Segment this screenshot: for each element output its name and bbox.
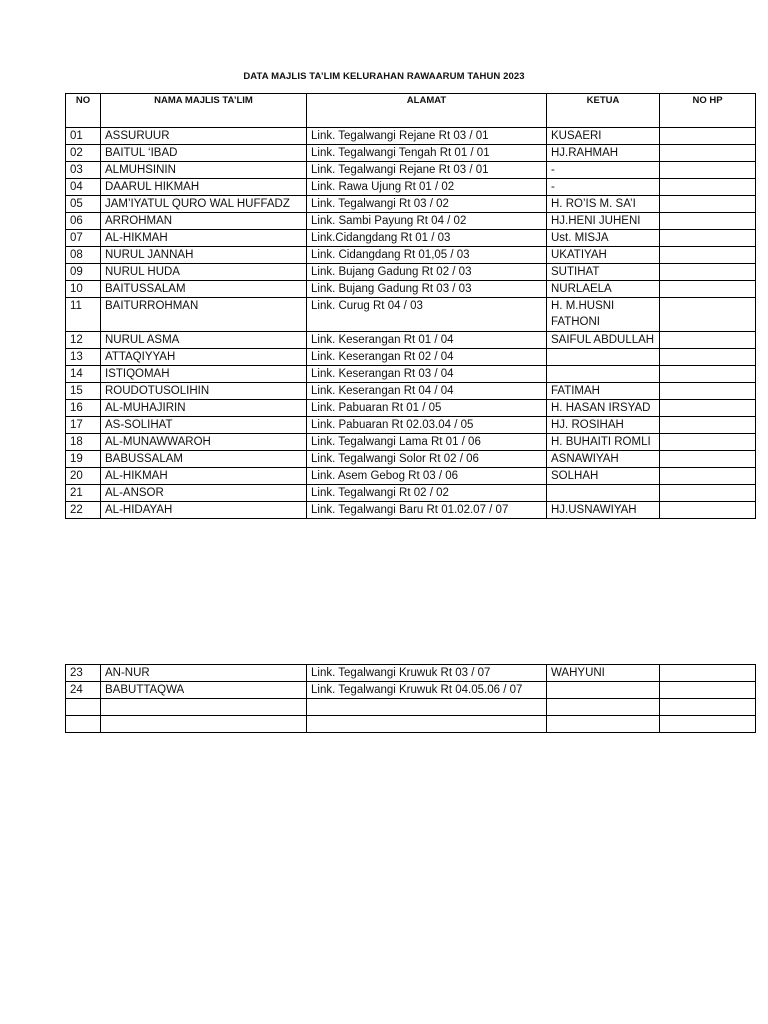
cell-nama: BAITUL ‘IBAD bbox=[101, 145, 307, 162]
cell-nama: AL-HIKMAH bbox=[101, 230, 307, 247]
cell-alamat: Link. Tegalwangi Rt 03 / 02 bbox=[307, 196, 547, 213]
cell-ketua: SAIFUL ABDULLAH bbox=[547, 332, 660, 349]
cell-alamat: Link. Rawa Ujung Rt 01 / 02 bbox=[307, 179, 547, 196]
cell-nohp bbox=[660, 468, 756, 485]
cell-no: 15 bbox=[66, 383, 101, 400]
cell-nohp bbox=[660, 196, 756, 213]
cell-ketua bbox=[547, 366, 660, 383]
cell-nama bbox=[101, 716, 307, 733]
cell-nama: ALMUHSININ bbox=[101, 162, 307, 179]
cell-ketua: HJ.RAHMAH bbox=[547, 145, 660, 162]
cell-alamat: Link. Sambi Payung Rt 04 / 02 bbox=[307, 213, 547, 230]
cell-no: 18 bbox=[66, 434, 101, 451]
cell-nama: ROUDOTUSOLIHIN bbox=[101, 383, 307, 400]
cell-nohp bbox=[660, 417, 756, 434]
cell-ketua bbox=[547, 716, 660, 733]
cell-alamat: Link. Keserangan Rt 02 / 04 bbox=[307, 349, 547, 366]
table-header-row bbox=[66, 94, 756, 128]
cell-nohp bbox=[660, 298, 756, 332]
cell-alamat: Link. Pabuaran Rt 02.03.04 / 05 bbox=[307, 417, 547, 434]
cell-alamat: Link.Cidangdang Rt 01 / 03 bbox=[307, 230, 547, 247]
cell-nohp bbox=[660, 434, 756, 451]
cell-ketua: ASNAWIYAH bbox=[547, 451, 660, 468]
cell-alamat: Link. Asem Gebog Rt 03 / 06 bbox=[307, 468, 547, 485]
table-row bbox=[66, 332, 756, 349]
cell-nohp bbox=[660, 264, 756, 281]
cell-ketua bbox=[547, 699, 660, 716]
table-body-part2 bbox=[66, 665, 756, 733]
cell-alamat: Link. Keserangan Rt 03 / 04 bbox=[307, 366, 547, 383]
cell-alamat: Link. Bujang Gadung Rt 03 / 03 bbox=[307, 281, 547, 298]
header-nohp: NO HP bbox=[660, 94, 756, 128]
cell-nohp bbox=[660, 699, 756, 716]
cell-nama: AL-MUHAJIRIN bbox=[101, 400, 307, 417]
table-row bbox=[66, 298, 756, 332]
cell-nama: ASSURUUR bbox=[101, 128, 307, 145]
cell-ketua: WAHYUNI bbox=[547, 665, 660, 682]
document-title: DATA MAJLIS TA’LIM KELURAHAN RAWAARUM TAHUN 2023 bbox=[243, 71, 525, 82]
table-row bbox=[66, 162, 756, 179]
table-row bbox=[66, 230, 756, 247]
cell-ketua: HJ.HENI JUHENI bbox=[547, 213, 660, 230]
cell-nama: AL-MUNAWWAROH bbox=[101, 434, 307, 451]
cell-nohp bbox=[660, 349, 756, 366]
cell-no: 22 bbox=[66, 502, 101, 519]
cell-alamat: Link. Cidangdang Rt 01,05 / 03 bbox=[307, 247, 547, 264]
cell-alamat: Link. Pabuaran Rt 01 / 05 bbox=[307, 400, 547, 417]
cell-alamat bbox=[307, 699, 547, 716]
cell-nama: JAM’IYATUL QURO WAL HUFFADZ bbox=[101, 196, 307, 213]
cell-nohp bbox=[660, 451, 756, 468]
table-row bbox=[66, 264, 756, 281]
table-row bbox=[66, 434, 756, 451]
cell-nohp bbox=[660, 665, 756, 682]
header-no: NO bbox=[66, 94, 101, 128]
header-ketua: KETUA bbox=[547, 94, 660, 128]
cell-no: 06 bbox=[66, 213, 101, 230]
cell-nama: DAARUL HIKMAH bbox=[101, 179, 307, 196]
table-row bbox=[66, 716, 756, 733]
cell-no bbox=[66, 699, 101, 716]
cell-ketua: H. M.HUSNI FATHONI bbox=[547, 298, 660, 332]
cell-nama bbox=[101, 699, 307, 716]
cell-no: 09 bbox=[66, 264, 101, 281]
cell-nama: ARROHMAN bbox=[101, 213, 307, 230]
cell-ketua: HJ.USNAWIYAH bbox=[547, 502, 660, 519]
cell-nama: BABUTTAQWA bbox=[101, 682, 307, 699]
cell-alamat: Link. Tegalwangi Solor Rt 02 / 06 bbox=[307, 451, 547, 468]
cell-no: 07 bbox=[66, 230, 101, 247]
cell-nama: AN-NUR bbox=[101, 665, 307, 682]
table-row bbox=[66, 383, 756, 400]
table-row bbox=[66, 451, 756, 468]
cell-ketua: FATIMAH bbox=[547, 383, 660, 400]
cell-no: 12 bbox=[66, 332, 101, 349]
cell-no: 03 bbox=[66, 162, 101, 179]
cell-no: 05 bbox=[66, 196, 101, 213]
cell-alamat: Link. Tegalwangi Kruwuk Rt 04.05.06 / 07 bbox=[307, 682, 547, 699]
cell-nohp bbox=[660, 230, 756, 247]
cell-ketua: - bbox=[547, 162, 660, 179]
cell-nama: ISTIQOMAH bbox=[101, 366, 307, 383]
cell-alamat: Link. Tegalwangi Kruwuk Rt 03 / 07 bbox=[307, 665, 547, 682]
cell-no bbox=[66, 716, 101, 733]
cell-alamat bbox=[307, 716, 547, 733]
table-row bbox=[66, 699, 756, 716]
cell-nama: BABUSSALAM bbox=[101, 451, 307, 468]
cell-nohp bbox=[660, 128, 756, 145]
cell-no: 24 bbox=[66, 682, 101, 699]
cell-ketua: H. HASAN IRSYAD bbox=[547, 400, 660, 417]
table-row bbox=[66, 468, 756, 485]
cell-nohp bbox=[660, 400, 756, 417]
cell-nohp bbox=[660, 502, 756, 519]
cell-ketua: Ust. MISJA bbox=[547, 230, 660, 247]
cell-no: 04 bbox=[66, 179, 101, 196]
cell-ketua: HJ. ROSIHAH bbox=[547, 417, 660, 434]
cell-ketua bbox=[547, 682, 660, 699]
cell-ketua: H. RO’IS M. SA’I bbox=[547, 196, 660, 213]
table-row bbox=[66, 665, 756, 682]
header-nama: NAMA MAJLIS TA’LIM bbox=[101, 94, 307, 128]
table-row bbox=[66, 400, 756, 417]
table-row bbox=[66, 213, 756, 230]
cell-no: 20 bbox=[66, 468, 101, 485]
cell-nohp bbox=[660, 366, 756, 383]
cell-alamat: Link. Tegalwangi Baru Rt 01.02.07 / 07 bbox=[307, 502, 547, 519]
cell-nohp bbox=[660, 383, 756, 400]
cell-nama: AL-ANSOR bbox=[101, 485, 307, 502]
table-row bbox=[66, 179, 756, 196]
table-row bbox=[66, 145, 756, 162]
cell-nama: AL-HIDAYAH bbox=[101, 502, 307, 519]
cell-no: 10 bbox=[66, 281, 101, 298]
cell-no: 01 bbox=[66, 128, 101, 145]
table-row bbox=[66, 502, 756, 519]
cell-nama: BAITUSSALAM bbox=[101, 281, 307, 298]
cell-ketua: SOLHAH bbox=[547, 468, 660, 485]
cell-no: 19 bbox=[66, 451, 101, 468]
cell-nohp bbox=[660, 162, 756, 179]
cell-nohp bbox=[660, 179, 756, 196]
cell-no: 11 bbox=[66, 298, 101, 332]
cell-alamat: Link. Keserangan Rt 04 / 04 bbox=[307, 383, 547, 400]
majlis-table-part1 bbox=[65, 93, 756, 519]
table-row bbox=[66, 682, 756, 699]
table-row bbox=[66, 128, 756, 145]
cell-ketua: KUSAERI bbox=[547, 128, 660, 145]
cell-no: 23 bbox=[66, 665, 101, 682]
cell-nohp bbox=[660, 485, 756, 502]
cell-ketua: SUTIHAT bbox=[547, 264, 660, 281]
table-row bbox=[66, 417, 756, 434]
cell-nama: AS-SOLIHAT bbox=[101, 417, 307, 434]
table-row bbox=[66, 485, 756, 502]
table-row bbox=[66, 196, 756, 213]
cell-nohp bbox=[660, 682, 756, 699]
cell-no: 17 bbox=[66, 417, 101, 434]
cell-nama: NURUL HUDA bbox=[101, 264, 307, 281]
cell-ketua: H. BUHAITI ROMLI bbox=[547, 434, 660, 451]
cell-alamat: Link. Tegalwangi Rt 02 / 02 bbox=[307, 485, 547, 502]
table-row bbox=[66, 366, 756, 383]
cell-no: 14 bbox=[66, 366, 101, 383]
cell-nohp bbox=[660, 281, 756, 298]
cell-ketua bbox=[547, 485, 660, 502]
cell-nama: AL-HIKMAH bbox=[101, 468, 307, 485]
cell-alamat: Link. Curug Rt 04 / 03 bbox=[307, 298, 547, 332]
cell-ketua bbox=[547, 349, 660, 366]
cell-no: 16 bbox=[66, 400, 101, 417]
table-row bbox=[66, 247, 756, 264]
cell-ketua: NURLAELA bbox=[547, 281, 660, 298]
majlis-table-part2 bbox=[65, 664, 756, 733]
cell-nohp bbox=[660, 213, 756, 230]
cell-nohp bbox=[660, 716, 756, 733]
cell-no: 08 bbox=[66, 247, 101, 264]
cell-ketua: UKATIYAH bbox=[547, 247, 660, 264]
cell-nama: NURUL JANNAH bbox=[101, 247, 307, 264]
cell-nohp bbox=[660, 247, 756, 264]
cell-alamat: Link. Keserangan Rt 01 / 04 bbox=[307, 332, 547, 349]
header-alamat: ALAMAT bbox=[307, 94, 547, 128]
cell-nohp bbox=[660, 145, 756, 162]
cell-alamat: Link. Bujang Gadung Rt 02 / 03 bbox=[307, 264, 547, 281]
cell-nama: NURUL ASMA bbox=[101, 332, 307, 349]
cell-no: 21 bbox=[66, 485, 101, 502]
table-body-part1 bbox=[66, 128, 756, 519]
cell-alamat: Link. Tegalwangi Rejane Rt 03 / 01 bbox=[307, 128, 547, 145]
cell-nohp bbox=[660, 332, 756, 349]
table-row bbox=[66, 349, 756, 366]
cell-nama: BAITURROHMAN bbox=[101, 298, 307, 332]
cell-no: 13 bbox=[66, 349, 101, 366]
cell-alamat: Link. Tegalwangi Rejane Rt 03 / 01 bbox=[307, 162, 547, 179]
cell-alamat: Link. Tegalwangi Lama Rt 01 / 06 bbox=[307, 434, 547, 451]
cell-ketua: - bbox=[547, 179, 660, 196]
cell-nama: ATTAQIYYAH bbox=[101, 349, 307, 366]
cell-no: 02 bbox=[66, 145, 101, 162]
table-row bbox=[66, 281, 756, 298]
cell-alamat: Link. Tegalwangi Tengah Rt 01 / 01 bbox=[307, 145, 547, 162]
